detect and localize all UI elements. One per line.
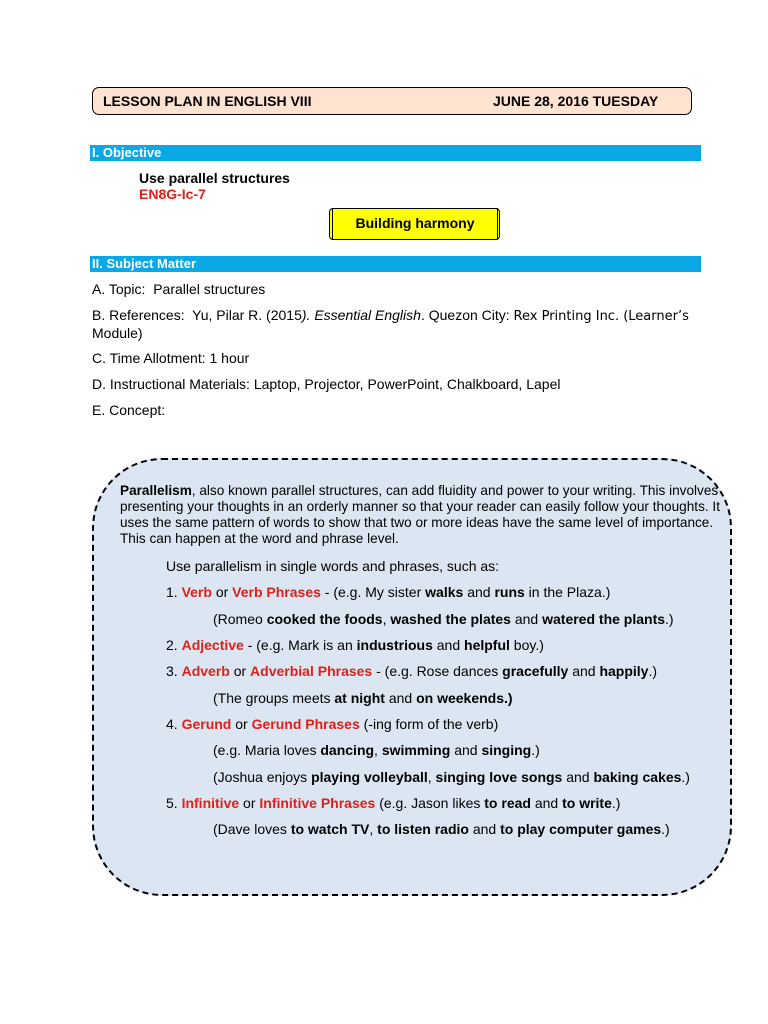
time-allotment: C. Time Allotment: 1 hour [92, 350, 250, 366]
topic-line: A. Topic: Parallel structures [92, 281, 266, 297]
references-line: B. References: Yu, Pilar R. (2015). Essential English. Quezon City: Rex Printing Inc. (Learner’s Module) [92, 307, 689, 341]
section-subject-matter: II. Subject Matter [90, 256, 701, 272]
concept-intro: Use parallelism in single words and phrases, such as: [166, 558, 500, 574]
list-item-verb-example: (Romeo cooked the foods, washed the plates and watered the plants.) [213, 611, 674, 627]
instructional-materials: D. Instructional Materials: Laptop, Projector, PowerPoint, Chalkboard, Lapel [92, 376, 561, 392]
list-item-adjective: 2. Adjective - (e.g. Mark is an industrious and helpful boy.) [166, 637, 544, 653]
objective-code: EN8G-Ic-7 [139, 186, 206, 202]
list-item-infinitive: 5. Infinitive or Infinitive Phrases (e.g. Jason likes to read and to write.) [166, 795, 621, 811]
list-item-gerund-example-2: (Joshua enjoys playing volleyball, singing love songs and baking cakes.) [213, 769, 690, 785]
list-item-gerund-example-1: (e.g. Maria loves dancing, swimming and singing.) [213, 742, 540, 758]
list-item-verb: 1. Verb or Verb Phrases - (e.g. My sister walks and runs in the Plaza.) [166, 584, 611, 600]
list-item-gerund: 4. Gerund or Gerund Phrases (-ing form of the verb) [166, 716, 499, 732]
lesson-title: LESSON PLAN IN ENGLISH VIII [103, 93, 312, 109]
list-item-adverb-example: (The groups meets at night and on weekends.) [213, 690, 513, 706]
lesson-date: JUNE 28, 2016 TUESDAY [493, 93, 659, 109]
objective-banner-label: Building harmony [355, 215, 475, 231]
list-item-infinitive-example: (Dave loves to watch TV, to listen radio and to play computer games.) [213, 821, 670, 837]
section-objective: I. Objective [90, 145, 701, 161]
concept-definition: Parallelism, also known parallel structures, can add fluidity and power to your writing. This involves presenting your thoughts in an orderly manner so that your reader can easily follow your thoughts. It uses the same pattern of words to show that two or more ideas have the same level of importance. This can happen at the word and phrase level. [120, 483, 720, 546]
objective-text: Use parallel structures [139, 170, 290, 186]
concept-label: E. Concept: [92, 402, 166, 418]
list-item-adverb: 3. Adverb or Adverbial Phrases - (e.g. Rose dances gracefully and happily.) [166, 663, 658, 679]
